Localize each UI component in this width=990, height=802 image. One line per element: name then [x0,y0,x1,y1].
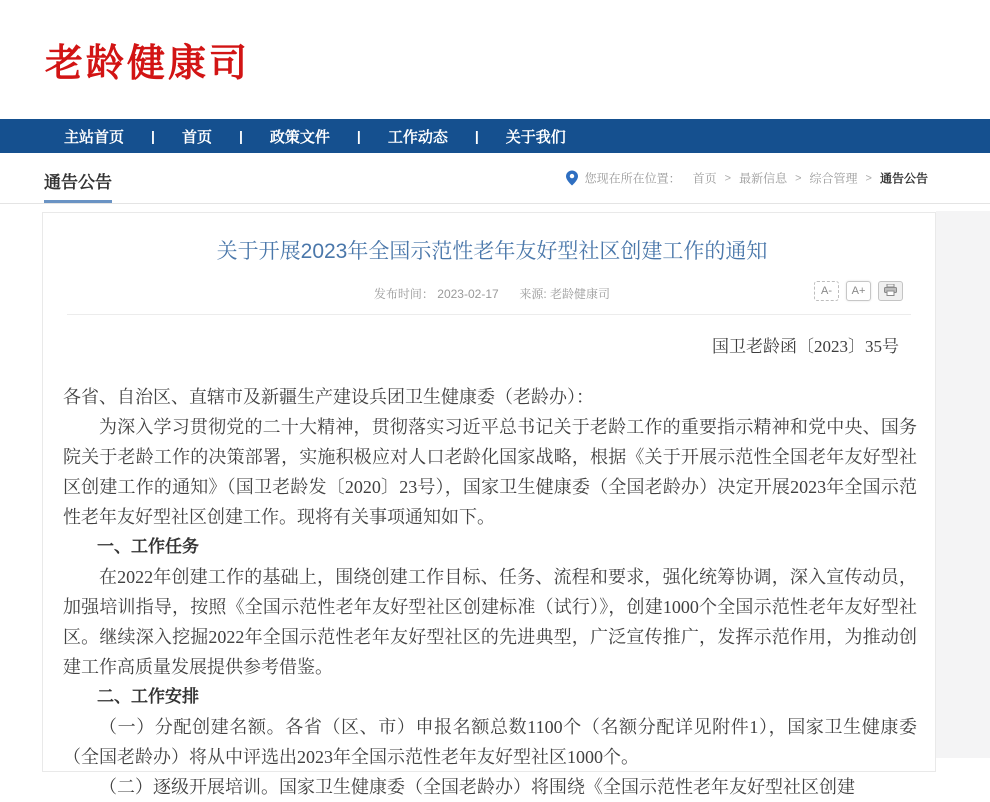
article-meta [63,283,921,305]
breadcrumb-item-general-management[interactable]: 综合管理 [809,171,858,186]
sub-header [0,153,990,204]
nav-item-about-us[interactable]: 关于我们 [505,128,566,146]
breadcrumb-separator: > [724,172,732,184]
source-value: 老龄健康司 [550,287,611,301]
font-increase-button[interactable]: A+ [846,281,871,301]
main-area [0,204,990,797]
location-pin-icon [566,171,578,186]
nav-separator: | [151,128,155,144]
body-heading-1: 一、工作任务 [97,537,199,556]
body-heading-2: 二、工作安排 [97,687,199,706]
nav-item-home[interactable]: 首页 [181,128,212,146]
source-label: 来源: [519,287,547,301]
page-right-gutter [936,211,990,758]
article-body [63,382,921,802]
document-number: 国卫老龄函〔2023〕35号 [712,337,899,356]
font-decrease-button[interactable]: A- [814,281,839,301]
body-paragraph: （二）逐级开展培训。国家卫生健康委（全国老龄办）将围绕《全国示范性老年友好型社区创建 [99,777,855,797]
main-nav [0,119,990,153]
breadcrumb-separator: > [795,172,802,184]
section-title: 通告公告 [44,168,112,203]
print-button[interactable] [878,281,903,301]
nav-item-work-updates[interactable]: 工作动态 [387,128,448,146]
body-paragraph: 在2022年创建工作的基础上，围绕创建工作目标、任务、流程和要求，强化统筹协调，深入宣传动员，加强培训指导，按照《全国示范性老年友好型社区创建标准（试行）》，创建1000个全国示范性老年友好型社区。继续深入挖掘2022年全国示范性老年友好型社区的先进典型，广泛宣传推广，发挥示范作用，为推动创建工作高质量发展提供参考借鉴。 [63,567,917,677]
nav-item-policy-documents[interactable]: 政策文件 [269,128,330,146]
article-container [42,212,936,797]
breadcrumb-prefix: 您现在所在位置： [584,171,681,186]
breadcrumb-separator: > [865,172,872,184]
article-tools [814,281,903,301]
nav-separator: | [356,128,361,144]
publish-time-value: 2023-02-17 [437,287,499,301]
breadcrumb-item-latest-info[interactable]: 最新信息 [739,171,788,186]
nav-separator: | [474,128,479,144]
nav-separator: | [238,128,243,144]
body-salutation: 各省、自治区、直辖市及新疆生产建设兵团卫生健康委（老龄办）： [63,387,594,407]
body-paragraph: 为深入学习贯彻党的二十大精神，贯彻落实习近平总书记关于老龄工作的重要指示精神和党中央、国务院关于老龄工作的决策部署，实施积极应对人口老龄化国家战略，根据《关于开展示范性全国老年友好型社区创建工作的通知》（国卫老龄发〔2020〕23号），国家卫生健康委（全国老龄办）决定开展2023年全国示范性老年友好型社区创建工作。现将有关事项通知如下。 [63,417,917,527]
nav-item-main-site-home[interactable]: 主站首页 [64,128,125,146]
publish-time-label: 发布时间： [373,287,434,301]
site-header [0,0,990,119]
printer-icon [884,284,897,299]
breadcrumb [566,170,932,187]
body-paragraph: （一）分配创建名额。各省（区、市）申报名额总数1100个（名额分配详见附件1），国家卫生健康委（全国老龄办）将从中评选出2023年全国示范性老年友好型社区1000个。 [63,717,917,767]
breadcrumb-item-current: 通告公告 [879,171,928,186]
article-title: 关于开展2023年全国示范性老年友好型社区创建工作的通知 [216,240,768,263]
site-logo[interactable]: 老龄健康司 [45,43,251,85]
breadcrumb-item-home[interactable]: 首页 [692,171,717,186]
meta-divider [67,314,911,315]
